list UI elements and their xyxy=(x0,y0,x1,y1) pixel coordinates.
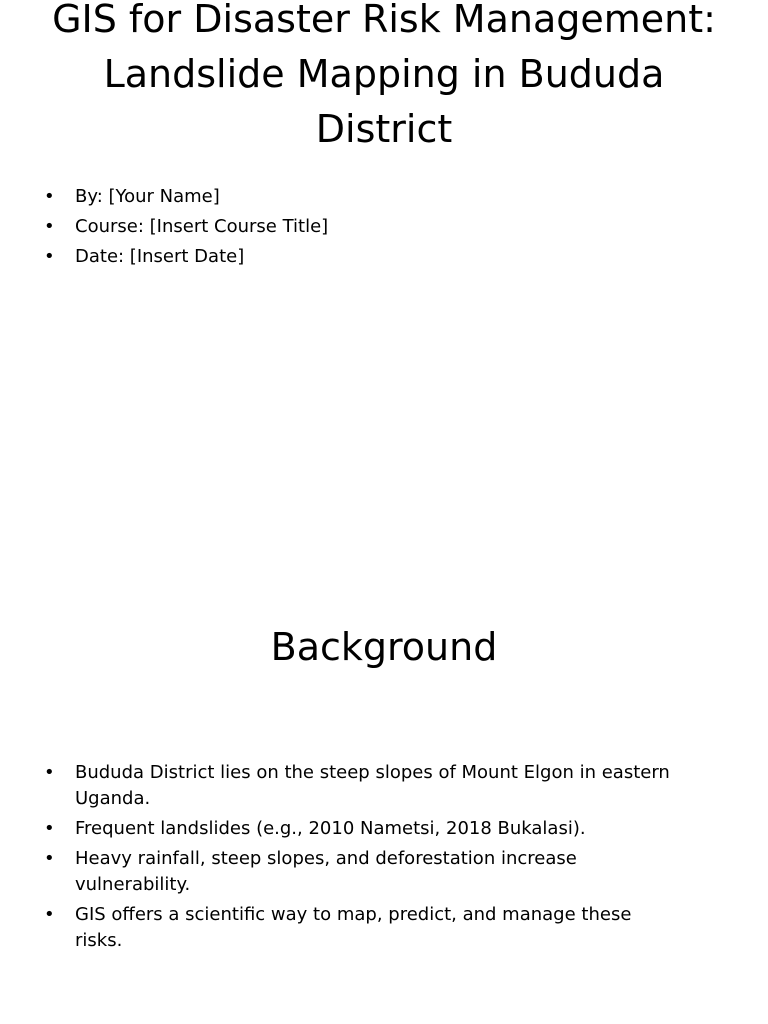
bullet-text: Heavy rainfall, steep slopes, and deforestation increase vulnerability. xyxy=(75,848,577,895)
bullet-item xyxy=(44,902,684,954)
bullet-item xyxy=(44,214,684,240)
bullet-icon: • xyxy=(44,904,55,925)
bullet-text: Frequent landslides (e.g., 2010 Nametsi, 2018 Bukalasi). xyxy=(75,818,586,839)
bullet-icon: • xyxy=(44,762,55,783)
bullet-list xyxy=(44,760,684,958)
bullet-item xyxy=(44,244,684,270)
bullet-item xyxy=(44,816,684,842)
section-title: Background xyxy=(270,625,498,669)
bullet-text: Course: [Insert Course Title] xyxy=(75,216,329,237)
bullet-icon: • xyxy=(44,818,55,839)
bullet-list xyxy=(44,184,684,274)
bullet-icon: • xyxy=(44,246,55,267)
bullet-item xyxy=(44,760,684,812)
bullet-item xyxy=(44,184,684,210)
bullet-icon: • xyxy=(44,216,55,237)
bullet-item xyxy=(44,846,684,898)
slide-title: GIS for Disaster Risk Management: Landslide Mapping in Bududa District xyxy=(52,0,716,151)
bullet-text: By: [Your Name] xyxy=(75,186,220,207)
bullet-text: Date: [Insert Date] xyxy=(75,246,245,267)
bullet-text: Bududa District lies on the steep slopes of Mount Elgon in eastern Uganda. xyxy=(75,762,670,809)
bullet-icon: • xyxy=(44,186,55,207)
bullet-icon: • xyxy=(44,848,55,869)
bullet-text: GIS offers a scientific way to map, predict, and manage these risks. xyxy=(75,904,632,951)
